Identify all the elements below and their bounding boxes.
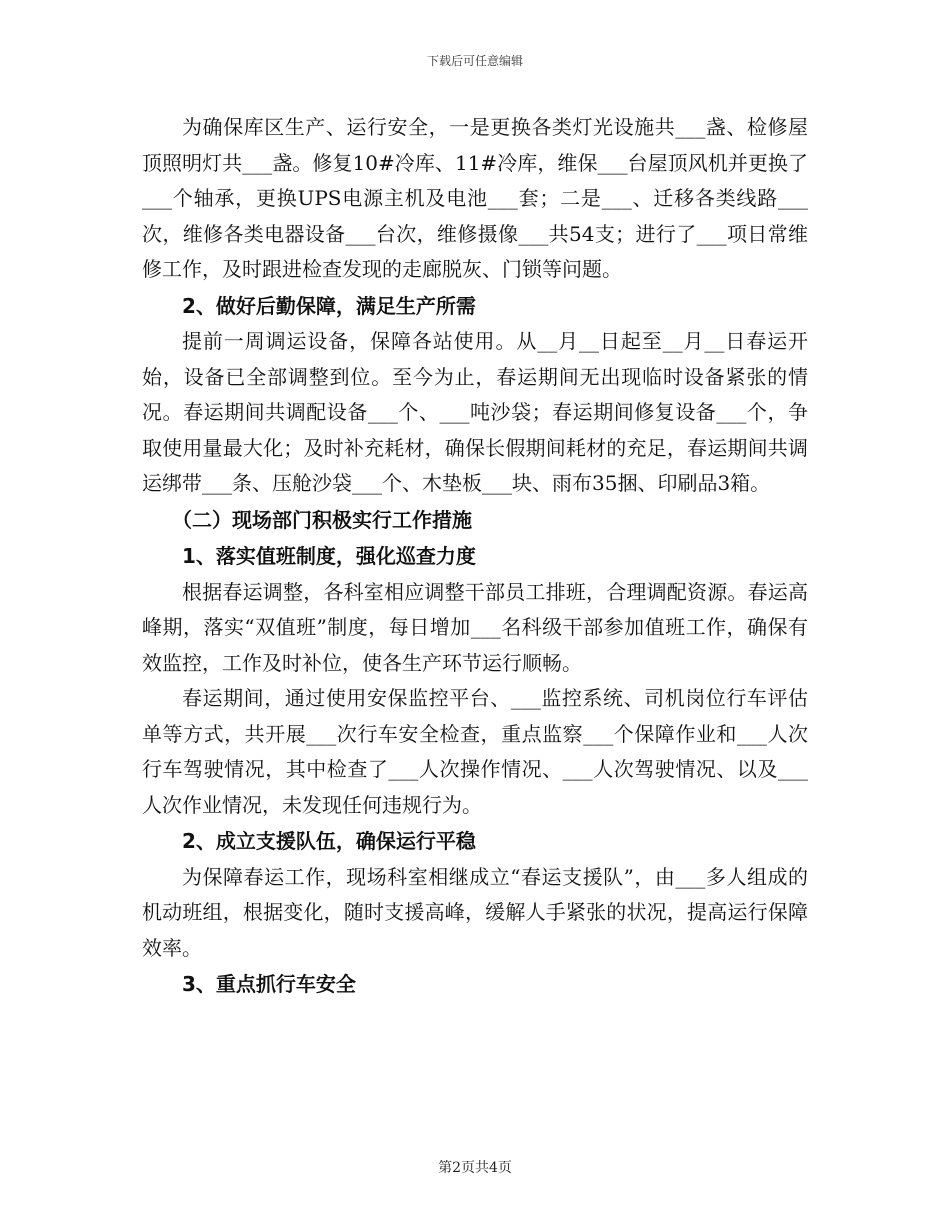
paragraph-maintenance: 为确保库区生产、运行安全，一是更换各类灯光设施共___盏、检修屋顶照明灯共___盏。修复10#冷库、11#冷库，维保___台屋顶风机并更换了___个轴承，更换UPS电源主机及电池___套；二是___、迁移各类线路___次，维修各类电器设备___台次，维修摄像___共54支；进行了___项日常维修工作，及时跟进检查发现的走廊脱灰、门锁等问题。 bbox=[142, 115, 808, 281]
section-heading-field-departments: （二）现场部门积极实行工作措施 bbox=[172, 507, 472, 532]
paragraph-support-team: 为保障春运工作，现场科室相继成立“春运支援队”，由___多人组成的机动班组，根据变化，随时支援高峰，缓解人手紧张的状况，提高运行保障效率。 bbox=[142, 864, 808, 960]
heading-duty-system: 1、落实值班制度，强化巡查力度 bbox=[182, 544, 476, 568]
paragraph-scheduling: 根据春运调整，各科室相应调整干部员工排班，合理调配资源。春运高峰期，落实“双值班”制度，每日增加___名科级干部参加值班工作，确保有效监控，工作及时补位，使各生产环节运行顺畅。 bbox=[142, 579, 808, 675]
heading-support-team: 2、成立支援队伍，确保运行平稳 bbox=[182, 829, 476, 853]
paragraph-equipment: 提前一周调运设备，保障各站使用。从__月__日起至__月__日春运开始，设备已全部调整到位。至今为止，春运期间无出现临时设备紧张的情况。春运期间共调配设备___个、___吨沙袋；春运期间修复设备___个，争取使用量最大化；及时补充耗材，确保长假期间耗材的充足，春运期间共调运绑带___条、压舱沙袋___个、木垫板___块、雨布35捆、印刷品3箱。 bbox=[142, 329, 808, 495]
document-body bbox=[142, 110, 808, 1003]
page-header: 下载后可任意编辑 bbox=[426, 54, 523, 68]
paragraph-safety-checks: 春运期间，通过使用安保监控平台、___监控系统、司机岗位行车评估单等方式，共开展___次行车安全检查，重点监察___个保障作业和___人次行车驾驶情况，其中检查了___人次操作情况、___人次驾驶情况、以及___人次作业情况，未发现任何违规行为。 bbox=[142, 686, 808, 817]
heading-logistics: 2、做好后勤保障，满足生产所需 bbox=[182, 293, 476, 318]
page-footer: 第2页共4页 bbox=[438, 1160, 512, 1176]
heading-driving-safety: 3、重点抓行车安全 bbox=[182, 972, 356, 996]
